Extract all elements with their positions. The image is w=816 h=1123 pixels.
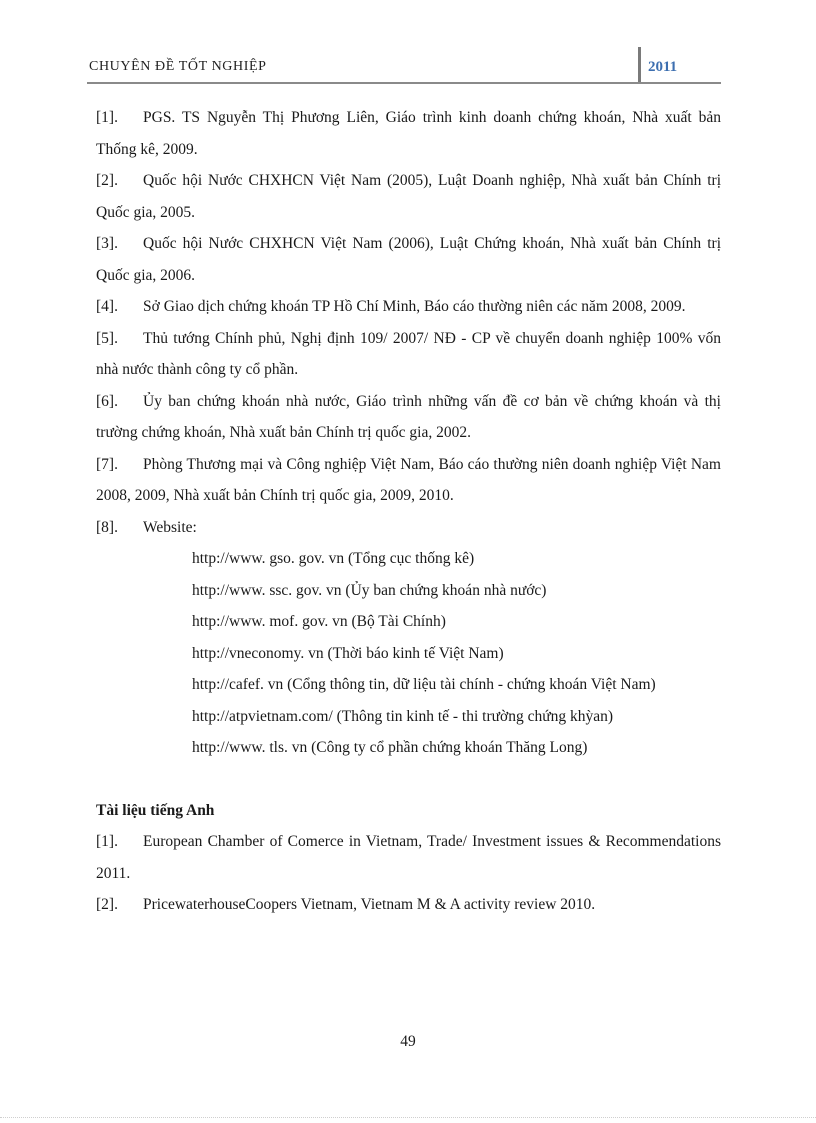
reference-item xyxy=(96,291,721,323)
reference-text: Ủy ban chứng khoán nhà nước, Giáo trình những vấn đề cơ bản về chứng khoán và thị trường chứng khoán, Nhà xuất bản Chính trị quốc gia, 2002. xyxy=(96,392,721,441)
header-rule xyxy=(87,82,721,84)
reference-number: [3]. xyxy=(96,235,118,252)
reference-item xyxy=(96,102,721,165)
website-link[interactable]: http://atpvietnam.com/ (Thông tin kinh tế - thi trường chứng khỳan) xyxy=(192,707,614,725)
website-link[interactable]: http://cafef. vn (Cổng thông tin, dữ liệu tài chính - chứng khoán Việt Nam) xyxy=(192,676,656,693)
reference-number: [6]. xyxy=(96,392,118,410)
reference-number: [7]. xyxy=(96,455,118,473)
reference-item xyxy=(96,889,721,921)
reference-text: Phòng Thương mại và Công nghiệp Việt Nam, Báo cáo thường niên doanh nghiệp Việt Nam 2008, 2009, Nhà xuất bản Chính trị quốc gia, 2009, 2010. xyxy=(96,455,721,504)
website-link[interactable]: http://www. tls. vn (Công ty cổ phần chứng khoán Thăng Long) xyxy=(192,739,588,756)
reference-item xyxy=(96,512,721,544)
reference-number: [1]. xyxy=(96,833,118,850)
website-link[interactable]: http://www. ssc. gov. vn (Ủy ban chứng khoán nhà nước) xyxy=(192,581,547,599)
reference-text: European Chamber of Comerce in Vietnam, Trade/ Investment issues & Recommendations 2011. xyxy=(96,833,721,882)
website-link[interactable]: http://www. mof. gov. vn (Bộ Tài Chính) xyxy=(192,613,446,630)
reference-text: PricewaterhouseCoopers Vietnam, Vietnam M & A activity review 2010. xyxy=(143,896,596,913)
header-title: CHUYÊN ĐỀ TỐT NGHIỆP xyxy=(89,59,267,74)
reference-text: Quốc hội Nước CHXHCN Việt Nam (2005), Luật Doanh nghiệp, Nhà xuất bản Chính trị Quốc gia, 2005. xyxy=(96,172,721,221)
reference-text: PGS. TS Nguyễn Thị Phương Liên, Giáo trình kinh doanh chứng khoán, Nhà xuất bản Thống kê, 2009. xyxy=(96,109,721,158)
header-separator xyxy=(638,47,641,83)
reference-item xyxy=(96,165,721,228)
reference-item xyxy=(96,386,721,449)
english-section-title: Tài liệu tiếng Anh xyxy=(96,801,215,819)
page-number: 49 xyxy=(400,1033,416,1050)
reference-number: [2]. xyxy=(96,172,118,189)
website-list xyxy=(96,543,721,764)
header-year: 2011 xyxy=(648,59,678,75)
reference-item xyxy=(96,826,721,889)
reference-text: Website: xyxy=(143,518,197,536)
reference-text: Thủ tướng Chính phủ, Nghị định 109/ 2007/ NĐ - CP về chuyển doanh nghiệp 100% vốn nhà nước thành công ty cổ phần. xyxy=(96,329,721,378)
reference-item xyxy=(96,228,721,291)
page-header xyxy=(87,47,721,83)
website-link[interactable]: http://vneconomy. vn (Thời báo kinh tế Việt Nam) xyxy=(192,644,504,662)
reference-number: [4]. xyxy=(96,298,118,315)
reference-item xyxy=(96,323,721,386)
website-link[interactable]: http://www. gso. gov. vn (Tổng cục thống kê) xyxy=(192,550,475,567)
reference-list xyxy=(96,102,721,921)
reference-number: [1]. xyxy=(96,109,118,126)
reference-item xyxy=(96,449,721,512)
reference-text: Quốc hội Nước CHXHCN Việt Nam (2006), Luật Chứng khoán, Nhà xuất bản Chính trị Quốc gia, 2006. xyxy=(96,235,721,284)
reference-text: Sở Giao dịch chứng khoán TP Hồ Chí Minh, Báo cáo thường niên các năm 2008, 2009. xyxy=(143,298,686,315)
reference-number: [2]. xyxy=(96,896,118,913)
footer-divider xyxy=(0,1117,816,1119)
reference-number: [8]. xyxy=(96,518,118,536)
reference-number: [5]. xyxy=(96,329,118,347)
